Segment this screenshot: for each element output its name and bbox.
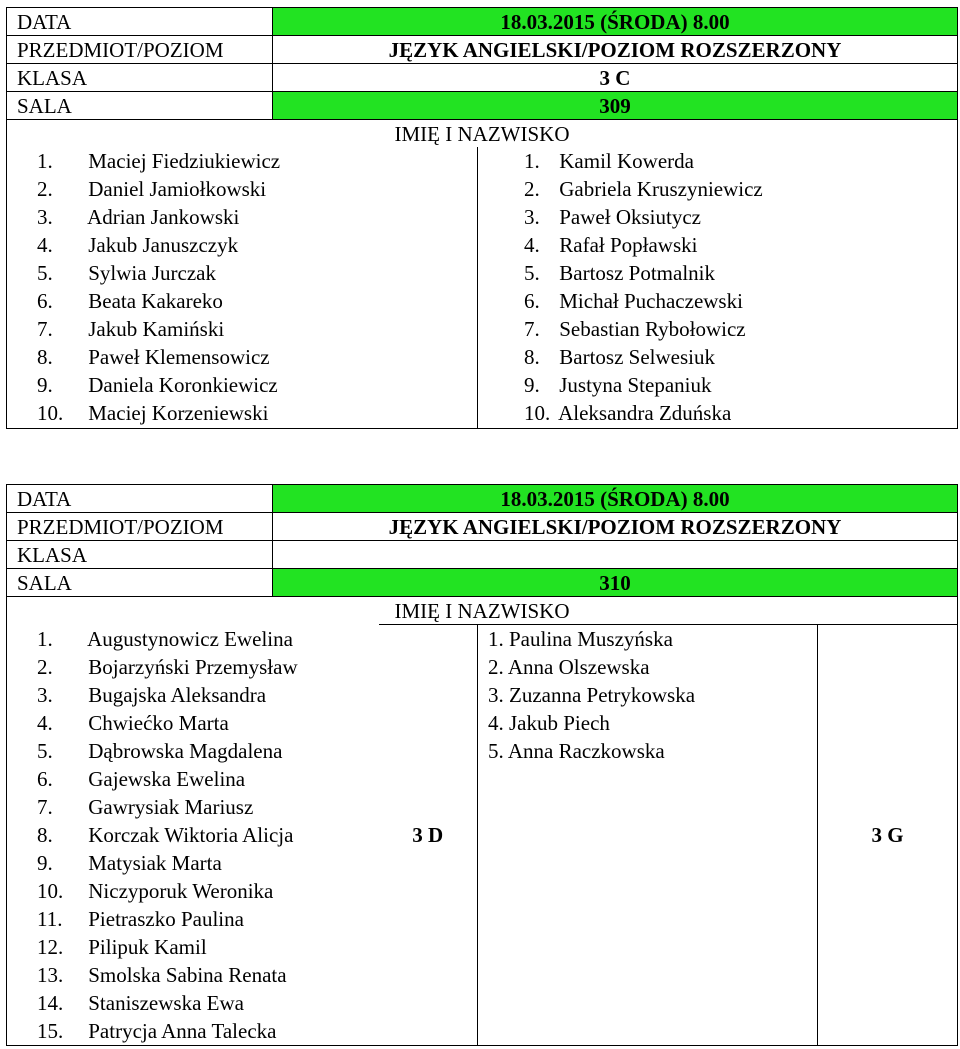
student-name: Paweł Klemensowicz — [88, 345, 270, 369]
list-item-number: 7. — [37, 794, 53, 819]
date-label: DATA — [7, 485, 273, 513]
list-item — [37, 737, 379, 765]
list-item-number: 4. — [524, 233, 540, 257]
list-item — [524, 343, 957, 371]
list-item — [37, 905, 379, 933]
list-item — [37, 709, 379, 737]
student-name: Gabriela Kruszyniewicz — [559, 177, 763, 201]
list-item — [524, 399, 957, 427]
subject-label: PRZEDMIOT/POZIOM — [7, 36, 273, 64]
list-item — [524, 287, 957, 315]
date-label: DATA — [7, 8, 273, 36]
list-item — [37, 849, 379, 877]
date-value: 18.03.2015 (ŚRODA) 8.00 — [273, 485, 958, 513]
student-name: Sylwia Jurczak — [88, 261, 216, 285]
names-header-row — [7, 597, 958, 625]
student-list-left — [7, 625, 379, 1046]
list-item-number: 4. — [37, 233, 53, 257]
list-item — [488, 653, 817, 681]
names-row — [7, 625, 958, 1046]
names-header-row — [7, 120, 958, 148]
student-name: Zuzanna Petrykowska — [509, 683, 696, 707]
subject-row — [7, 513, 958, 541]
list-item-number: 1. — [488, 627, 504, 651]
subject-label: PRZEDMIOT/POZIOM — [7, 513, 273, 541]
list-item-number: 5. — [37, 738, 53, 763]
list-item-number: 4. — [488, 711, 504, 735]
room-row — [7, 92, 958, 120]
list-item — [488, 709, 817, 737]
list-item-number: 3. — [37, 682, 53, 707]
list-item-number: 5. — [488, 739, 504, 763]
student-name: Adrian Jankowski — [87, 205, 240, 229]
student-name: Dąbrowska Magdalena — [88, 738, 283, 763]
list-item — [37, 259, 477, 287]
student-name: Jakub Kamiński — [88, 317, 225, 341]
list-item-number: 6. — [524, 289, 540, 313]
list-item-number: 5. — [37, 261, 53, 285]
list-item-number: 3. — [488, 683, 504, 707]
list-item-number: 10. — [37, 878, 64, 903]
list-item — [37, 933, 379, 961]
student-name: Michał Puchaczewski — [559, 289, 743, 313]
list-item — [37, 653, 379, 681]
student-list — [524, 147, 957, 427]
list-item-number: 13. — [37, 962, 64, 987]
class-label: KLASA — [7, 541, 273, 569]
student-list-right — [478, 147, 958, 429]
student-name: Paweł Oksiutycz — [559, 205, 701, 229]
room-label: SALA — [7, 569, 273, 597]
list-item-number: 1. — [37, 149, 53, 173]
names-row — [7, 147, 958, 429]
list-item-number: 9. — [37, 373, 53, 397]
list-item — [37, 175, 477, 203]
list-item — [37, 877, 379, 905]
list-item-number: 1. — [524, 149, 540, 173]
student-name: Smolska Sabina Renata — [88, 962, 287, 987]
list-item — [37, 681, 379, 709]
student-list — [37, 147, 477, 427]
list-item-number: 4. — [37, 710, 53, 735]
list-item-number: 10. — [37, 401, 64, 425]
room-value: 309 — [273, 92, 958, 120]
student-name: Augustynowicz Ewelina — [87, 626, 293, 651]
student-name: Bartosz Potmalnik — [559, 261, 715, 285]
names-header: IMIĘ I NAZWISKO — [7, 597, 958, 625]
student-name: Pietraszko Paulina — [88, 906, 244, 931]
student-name: Daniela Koronkiewicz — [88, 373, 278, 397]
list-item-number: 8. — [524, 345, 540, 369]
list-item — [524, 371, 957, 399]
student-name: Paulina Muszyńska — [509, 627, 673, 651]
list-item-number: 5. — [524, 261, 540, 285]
student-name: Korczak Wiktoria Alicja — [88, 822, 294, 847]
list-item — [37, 371, 477, 399]
list-item — [37, 399, 477, 427]
list-item-number: 3. — [524, 205, 540, 229]
student-name: Patrycja Anna Talecka — [88, 1018, 277, 1043]
list-item — [37, 203, 477, 231]
list-item-number: 9. — [524, 373, 540, 397]
names-header: IMIĘ I NAZWISKO — [7, 120, 958, 148]
date-row — [7, 485, 958, 513]
list-item — [37, 625, 379, 653]
student-name: Pilipuk Kamil — [88, 934, 207, 959]
list-item — [37, 765, 379, 793]
student-name: Matysiak Marta — [88, 850, 222, 875]
list-item-number: 1. — [37, 626, 53, 651]
date-row — [7, 8, 958, 36]
list-item-number: 2. — [488, 655, 504, 679]
list-item — [524, 203, 957, 231]
student-name: Justyna Stepaniuk — [559, 373, 712, 397]
student-list — [37, 625, 379, 1045]
student-name: Maciej Fiedziukiewicz — [88, 149, 281, 173]
student-name: Anna Olszewska — [507, 655, 650, 679]
student-name: Bojarzyński Przemysław — [88, 654, 298, 679]
exam-table-room-310 — [6, 484, 958, 1046]
list-item-number: 10. — [524, 401, 551, 425]
list-item-number: 11. — [37, 906, 63, 931]
list-item — [524, 315, 957, 343]
list-item — [524, 175, 957, 203]
student-name: Niczyporuk Weronika — [88, 878, 274, 903]
list-item — [37, 343, 477, 371]
class-label: KLASA — [7, 64, 273, 92]
date-value: 18.03.2015 (ŚRODA) 8.00 — [273, 8, 958, 36]
student-name: Rafał Popławski — [559, 233, 698, 257]
room-label: SALA — [7, 92, 273, 120]
list-item — [37, 793, 379, 821]
list-item — [488, 625, 817, 653]
student-list-left — [7, 147, 478, 429]
student-name: Chwiećko Marta — [88, 710, 229, 735]
student-name: Maciej Korzeniewski — [88, 401, 269, 425]
class-value: 3 C — [273, 64, 958, 92]
list-item-number: 9. — [37, 850, 53, 875]
subject-value: JĘZYK ANGIELSKI/POZIOM ROZSZERZONY — [273, 513, 958, 541]
list-item-number: 2. — [37, 654, 53, 679]
room-value: 310 — [273, 569, 958, 597]
list-item — [37, 231, 477, 259]
list-item — [37, 821, 379, 849]
list-item — [524, 231, 957, 259]
student-name: Gawrysiak Mariusz — [88, 794, 254, 819]
list-item-number: 3. — [37, 205, 53, 229]
student-name: Staniszewska Ewa — [88, 990, 244, 1015]
class-code-right: 3 G — [818, 625, 958, 1046]
class-code-left: 3 D — [379, 625, 478, 1046]
student-name: Kamil Kowerda — [559, 149, 694, 173]
student-name: Jakub Januszczyk — [88, 233, 239, 257]
student-name: Bugajska Aleksandra — [88, 682, 267, 707]
list-item — [37, 315, 477, 343]
list-item-number: 2. — [37, 177, 53, 201]
class-row — [7, 541, 958, 569]
list-item-number: 8. — [37, 822, 53, 847]
student-name: Beata Kakareko — [88, 289, 223, 313]
student-name: Jakub Piech — [509, 711, 610, 735]
subject-value: JĘZYK ANGIELSKI/POZIOM ROZSZERZONY — [273, 36, 958, 64]
list-item-number: 14. — [37, 990, 64, 1015]
list-item — [37, 961, 379, 989]
student-name: Aleksandra Zduńska — [558, 401, 732, 425]
list-item-number: 6. — [37, 766, 53, 791]
student-name: Sebastian Rybołowicz — [559, 317, 746, 341]
exam-table-room-309 — [6, 7, 958, 429]
list-item-number: 15. — [37, 1018, 64, 1043]
student-name: Gajewska Ewelina — [88, 766, 246, 791]
list-item — [37, 1017, 379, 1045]
student-name: Daniel Jamiołkowski — [88, 177, 267, 201]
list-item — [488, 681, 817, 709]
class-row — [7, 64, 958, 92]
list-item-number: 8. — [37, 345, 53, 369]
list-item — [37, 287, 477, 315]
student-name: Anna Raczkowska — [507, 739, 665, 763]
list-item — [37, 989, 379, 1017]
list-item-number: 6. — [37, 289, 53, 313]
list-item-number: 7. — [524, 317, 540, 341]
list-item-number: 2. — [524, 177, 540, 201]
list-item — [488, 737, 817, 765]
student-list-right — [478, 625, 818, 1046]
list-item — [37, 147, 477, 175]
room-row — [7, 569, 958, 597]
list-item — [524, 147, 957, 175]
list-item-number: 12. — [37, 934, 64, 959]
class-value — [273, 541, 958, 569]
list-item — [524, 259, 957, 287]
student-name: Bartosz Selwesiuk — [559, 345, 715, 369]
subject-row — [7, 36, 958, 64]
list-item-number: 7. — [37, 317, 53, 341]
student-list — [488, 625, 817, 765]
